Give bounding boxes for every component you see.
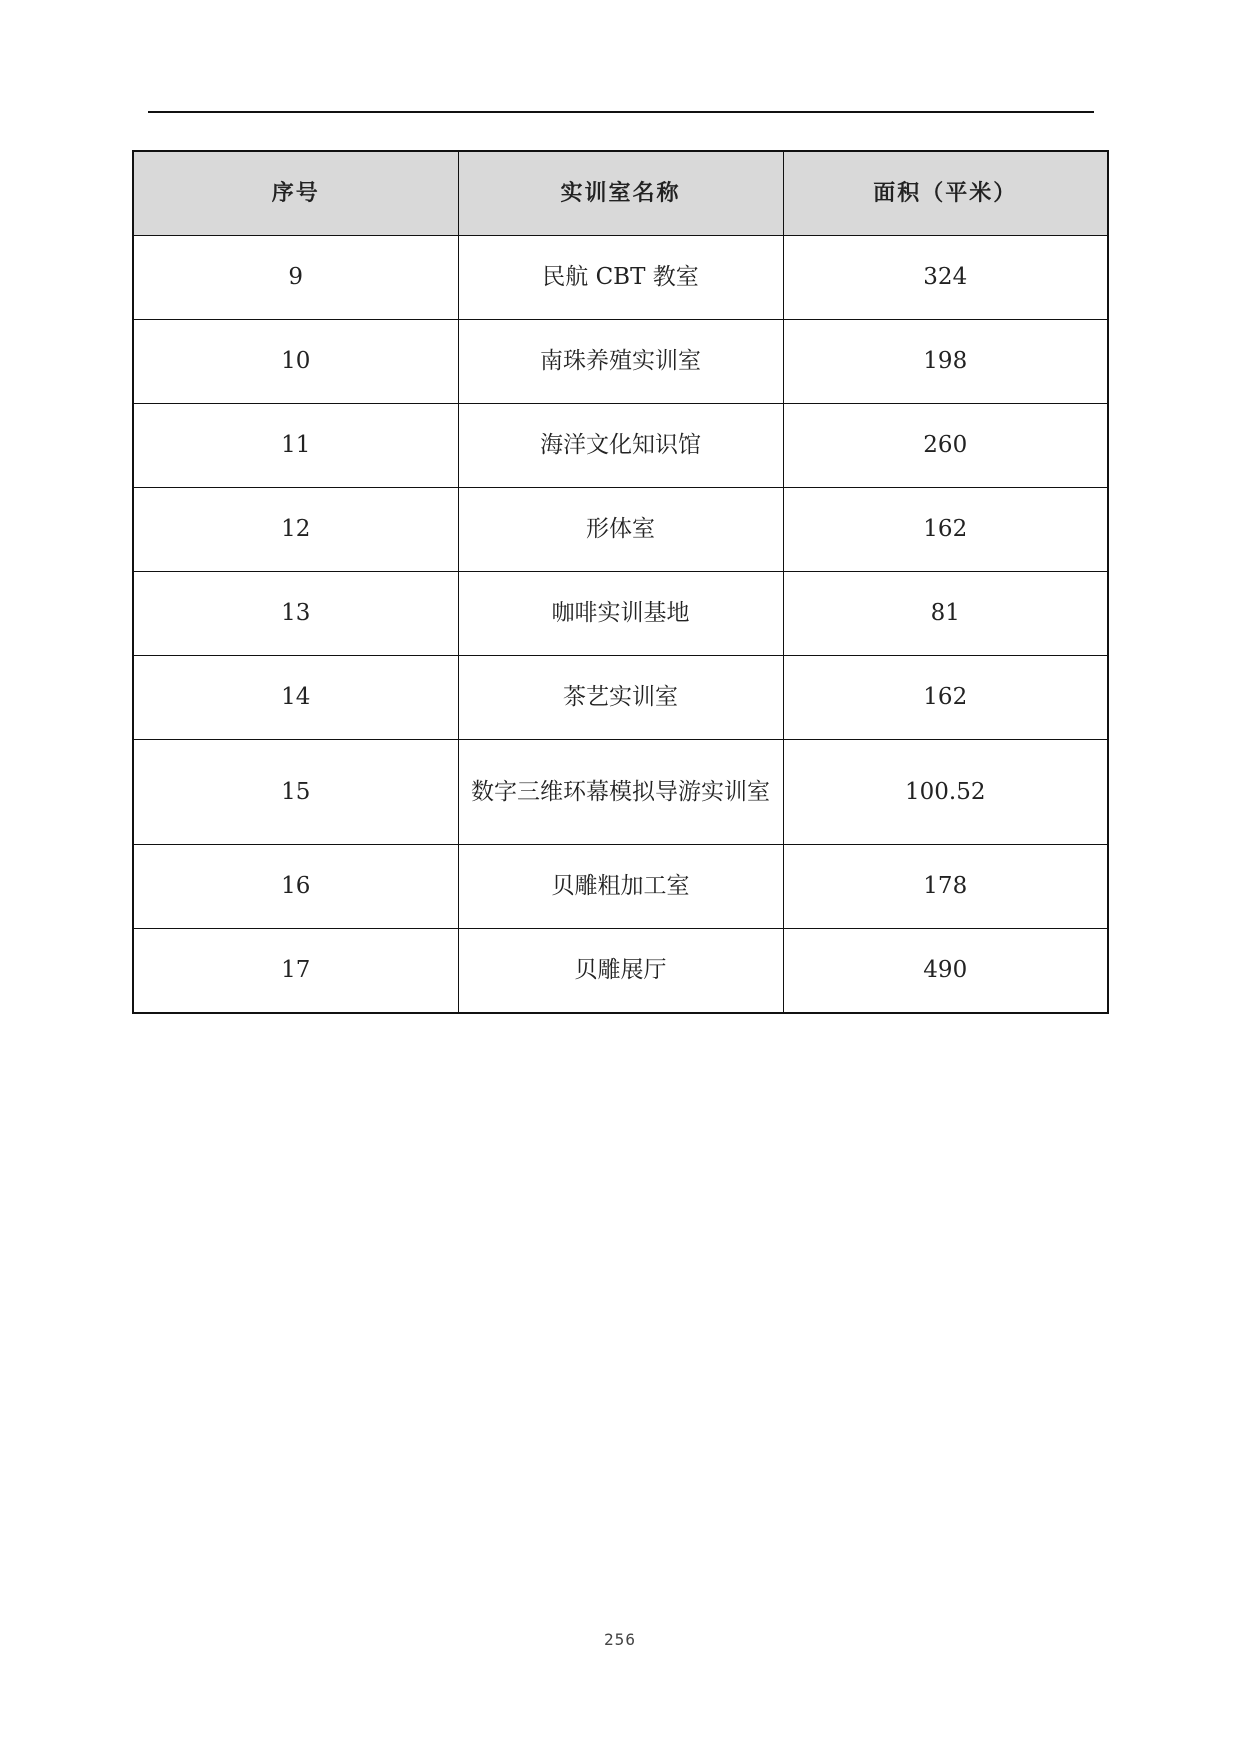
- cell-room-name: 南珠养殖实训室: [458, 320, 783, 404]
- cell-serial-number: 13: [133, 572, 458, 656]
- table-row: [133, 320, 1108, 404]
- cell-room-name: 民航 CBT 教室: [458, 236, 783, 320]
- cell-serial-number: 16: [133, 845, 458, 929]
- cell-serial-number: 9: [133, 236, 458, 320]
- cell-room-name: 茶艺实训室: [458, 656, 783, 740]
- cell-area: 198: [783, 320, 1108, 404]
- cell-room-name: 海洋文化知识馆: [458, 404, 783, 488]
- table-row: [133, 236, 1108, 320]
- table-row: [133, 656, 1108, 740]
- cell-area: 490: [783, 929, 1108, 1014]
- cell-room-name: 数字三维环幕模拟导游实训室: [458, 740, 783, 845]
- table-row: [133, 845, 1108, 929]
- page-number: 256: [604, 1630, 636, 1649]
- training-room-table-container: [132, 150, 1108, 1014]
- cell-area: 178: [783, 845, 1108, 929]
- table-row: [133, 740, 1108, 845]
- cell-room-name: 咖啡实训基地: [458, 572, 783, 656]
- header-rule: [148, 111, 1094, 113]
- cell-serial-number: 14: [133, 656, 458, 740]
- cell-room-name: 贝雕展厅: [458, 929, 783, 1014]
- table-row: [133, 404, 1108, 488]
- header-area: 面积（平米）: [783, 151, 1108, 236]
- training-room-table: [132, 150, 1109, 1014]
- cell-area: 81: [783, 572, 1108, 656]
- cell-room-name: 形体室: [458, 488, 783, 572]
- table-row: [133, 929, 1108, 1014]
- cell-area: 162: [783, 488, 1108, 572]
- cell-area: 260: [783, 404, 1108, 488]
- table-row: [133, 488, 1108, 572]
- cell-area: 162: [783, 656, 1108, 740]
- cell-serial-number: 12: [133, 488, 458, 572]
- table-row: [133, 572, 1108, 656]
- header-serial-number: 序号: [133, 151, 458, 236]
- table-header-row: [133, 151, 1108, 236]
- cell-area: 324: [783, 236, 1108, 320]
- cell-serial-number: 10: [133, 320, 458, 404]
- cell-serial-number: 11: [133, 404, 458, 488]
- cell-area: 100.52: [783, 740, 1108, 845]
- cell-room-name: 贝雕粗加工室: [458, 845, 783, 929]
- cell-serial-number: 15: [133, 740, 458, 845]
- cell-serial-number: 17: [133, 929, 458, 1014]
- header-room-name: 实训室名称: [458, 151, 783, 236]
